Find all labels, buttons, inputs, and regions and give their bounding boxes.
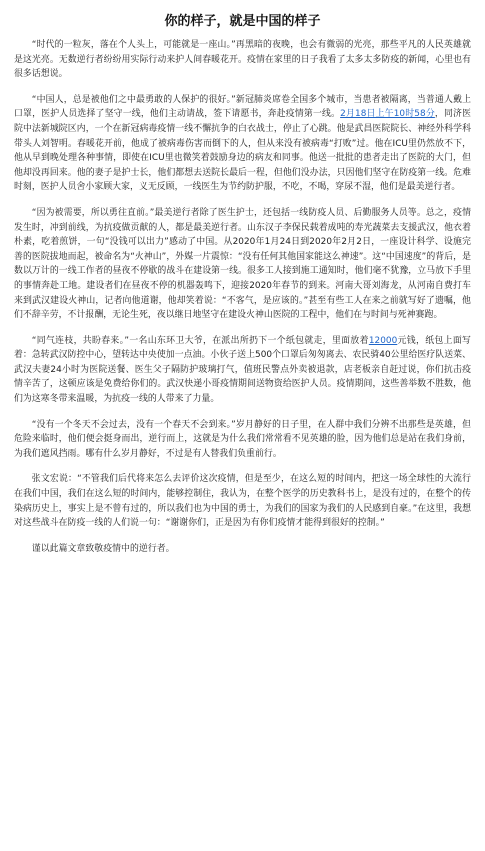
paragraph-text: “中国人，总是被他们之中最勇敢的人保护的很好。”新冠肺炎席卷全国多个城市，当患者被隔离，当普通人戴上口罩，医护人员选择了坚守一线，他们主动请战，签下请愿书，奔赴疫情第一线。 [14, 94, 471, 120]
amount-link[interactable]: 12000 [368, 335, 398, 346]
paragraph-text: ，同济医院中法新城院区内，一个在新冠病毒疫情一线不懈抗争的白衣战士，停止了心跳。他是武昌医院院长、神经外科学科带头人刘智明。春暖花开前，他成了被病毒伤害而倒下的人，但从来没有被病毒“打败”过。他在ICU里仍然放不下，他从早到晚处理各种事情，即使在ICU里也微笑着鼓励身边的病友和同事。他送一批批的患者走出了医院的大门，但他却没再回来。他的妻子是护士长，他们都想去送院长最后一程，但他们没办法，只因他们坚守在防疫第一线。危难时刻，医护人员舍小家顾大家，义无反顾，一线医生为节约防护服，不吃，不喝，穿尿不湿，他们是最美逆行者。 [14, 109, 471, 193]
date-link[interactable]: 2月18日上午10时58分 [340, 109, 435, 120]
paragraph-text: 元钱，纸包上面写着：急转武汉防控中心，望转达中央使加一点油。小伙子送上500个口罩后匆匆离去、农民骑40公里给医疗队送菜、武汉夫妻24小时为医院送餐、医生父子隔防护玻璃打气，值班民警点外卖被退款，店老板亲自赶过说，你们抗击疫情辛苦了，这顿应该是免费给你们的。武汉快递小哥疫情期间送物资给医护人员。疫情期间，这些善举数不胜数，他们为这寒冬带来温暖，为抗疫一线的人带来了力量。 [14, 335, 471, 405]
paragraph-text: “同气连枝，共盼春来。”一名山东环卫大爷，在派出所扔下一个纸包就走，里面放着 [31, 335, 369, 346]
article-title: 你的样子，就是中国的样子 [164, 14, 321, 29]
paragraph-closing: 谨以此篇文章致敬疫情中的逆行者。 [31, 543, 175, 554]
paragraph-donations [14, 334, 471, 407]
paragraph-medical-workers [14, 93, 471, 195]
paragraph-intro: “时代的一粒灰，落在个人头上，可能就是一座山。”再黑暗的夜晚，也会有微弱的光亮，那些平凡的人民英雄就是这光亮。无数逆行者纷纷用实际行动来护人间春暖花开。疫情在家里的日子我看了太多太多防疫的新闻，心里也有很多话想说。 [14, 40, 471, 80]
paragraph-builders: “因为被需要，所以勇往直前。”最美逆行者除了医生护士，还包括一线防疫人员、后勤服务人员等。总之，疫情发生时，冲到前线，为抗疫做贡献的人，都是最美逆行者。山东汉子李保民载着成吨的寿光蔬菜去支援武汉，他衣着朴素，吃着煎饼，一句“没钱可以出力”感动了中国。从2020年1月24日到2020年2月2日，一座设计科学、设施完善的医院拔地而起，被命名为“火神山”，外媒一片震惊：“没有任何其他国家能这么神速”。这“中国速度”的背后，是数以万计的一线工作者的昼夜不停歇的战斗在建设第一线。很多工人接到施工通知时，他们毫不犹豫，立马放下手里的事情奔赴工地。建设者们在昼夜不停的机器轰鸣下，迎接2020年春节的到来。河南大哥刘海龙，从河南自费打车来到武汉建设火神山，记者向他道谢，他却笑着说：“不客气，是应该的。”甚至有些工人在来之前就写好了遗嘱，他们不辞辛劳，不计报酬，无论生死，夜以继日地坚守在建设火神山医院的工程中，他们在与时间与死神赛跑。 [14, 207, 471, 321]
paragraph-heroes: “没有一个冬天不会过去，没有一个春天不会到来。”岁月静好的日子里，在人群中我们分辨不出那些是英雄，但危险来临时，他们便会挺身而出，逆行而上，这就是为什么我们常常看不见英雄的脸，因为他们总是站在我们身前，为我们遮风挡雨。哪有什么岁月静好，不过是有人替我们负重前行。 [14, 419, 471, 459]
paragraph-quote: 张文宏说：“不管我们后代将来怎么去评价这次疫情，但是至少，在这么短的时间内，把这一场全球性的大流行在我们中国，我们在这么短的时间内，能够控制住，我认为，在整个医学的历史教科书上，是没有过的，在整个的传染病历史上，事实上是不曾有过的，所以我们也为中国的勇士，为我们的国家为我们的人民感到自豪。”在这里，我想对这些战斗在防疫一线的人们说一句：“谢谢你们，正是因为有你们疫情才能得到很好的控制。” [14, 474, 471, 529]
